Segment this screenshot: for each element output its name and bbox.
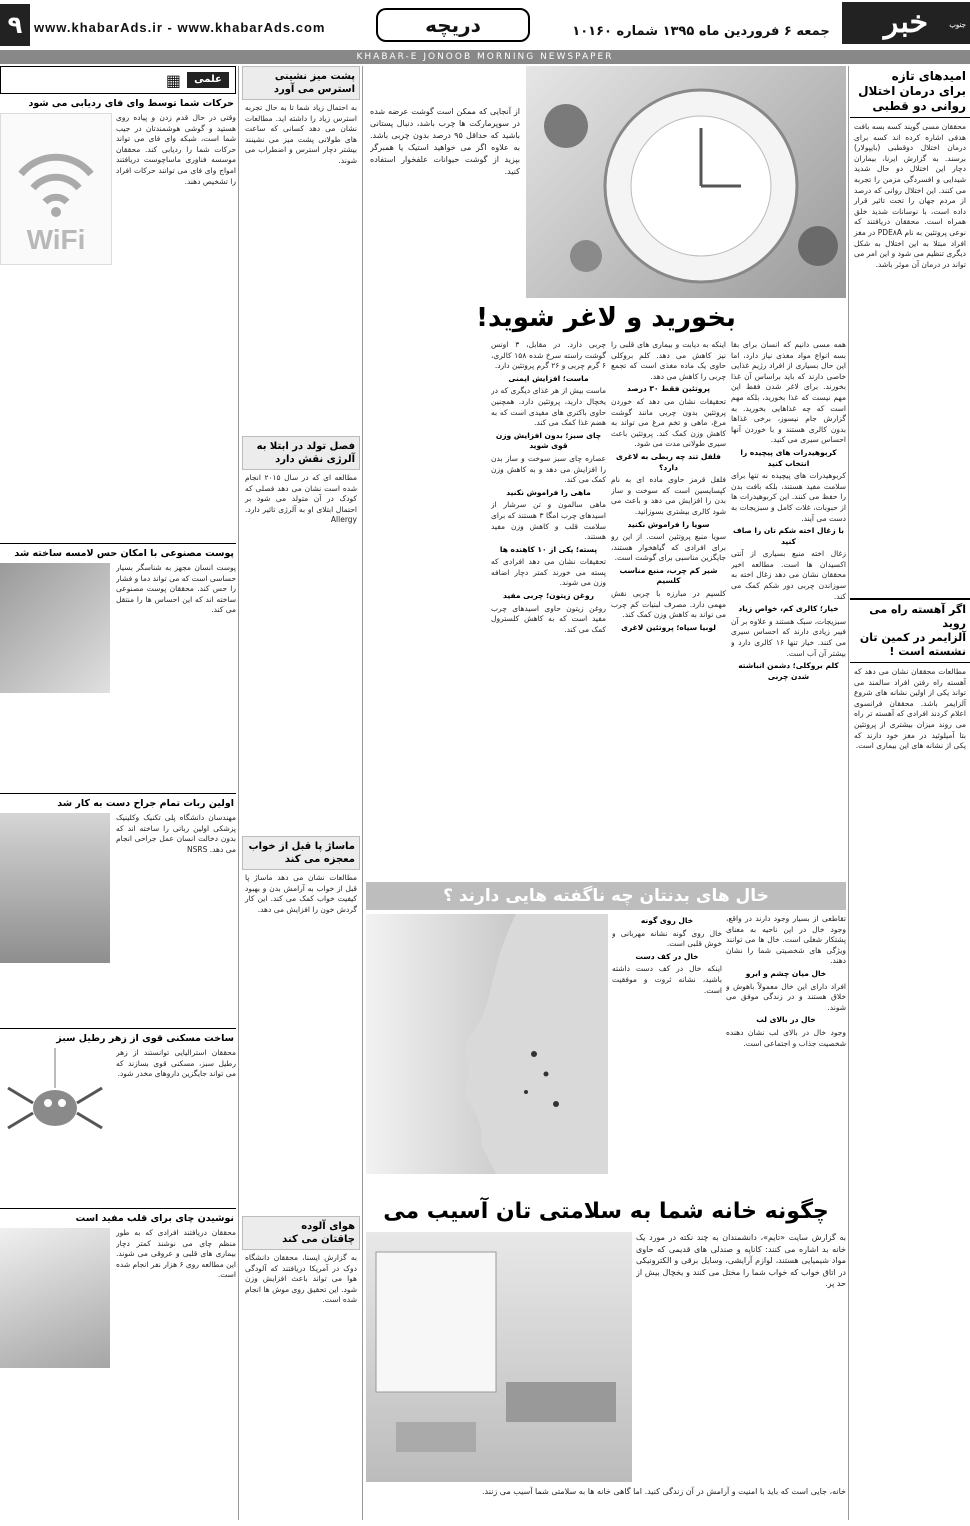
moles-sub-3: خال روی گونه: [640, 916, 694, 925]
main-col1-c: زغال اخته منبع بسیاری از آنتی اکسیدان ها است. مطالعه اخیر محققان نشان می دهد زغال اخته به سوزاندن چربی دور شکم کمک می کند.: [731, 549, 846, 601]
article-3-body: [116, 813, 236, 1023]
main-col3-sub2: چای سبز؛ بدون افزایش وزن قوی شوید: [495, 430, 602, 451]
moles-sub-2: خال در بالای لب: [756, 1015, 816, 1025]
main-col1-sub1: کربوهیدرات های پیچیده را انتخاب کنید: [740, 447, 837, 468]
right-body-text: محققان مسی گویند کسه بسه بافت هدفی اشاره کرده اند کسه برای درمان اختلال دوقطبی (بایپولار) برسند. به گزارش ایرنا، بیماران دچار این اختلال دو حال شدید شیدایی و افسردگی مزمن را تجربه می کنند. این اختلال روانی که درصد از مردم جهان را تحت تاثیر قرار داده است، با نوسانات شدید خلق همراه است. محققان دریافتند که نوعی پروتئین به نام PDE۸A در مغز افراد مبتلا به این اختلال به شکل دیگری تنظیم می شود و این امر می تواند در درمان آن موثر باشد.: [854, 122, 966, 269]
article-1-body-text: وقتی در حال قدم زدن و پیاده روی هستید و گوشی هوشمندتان در جیب شما است، شبکه وای فای می تواند حرکات شما را ردیابی کند. محققان موسسه فناوری ماساچوست دریافتند امواج وای فای می توانند حرکات افراد را تشخیص دهند.: [116, 113, 236, 186]
main-col1-d: سبزیجات، سبک هستند و علاوه بر آن فیبر زیادی دارند که احساس سیری می کنند. خیار تنها ۱۶ کالری دارد و بیشتر آن آب است.: [731, 616, 846, 658]
spider-icon: [0, 1048, 110, 1158]
artificial-skin-photo: [0, 563, 110, 693]
middle-title-box-3: [242, 836, 360, 870]
right-ad-box: [850, 598, 970, 1511]
article-5-body-text: محققان دریافتند افرادی که به طور منظم چای می نوشند کمتر دچار بیماری های قلبی و عروقی می شوند. این مطالعه روی ۶ هزار نفر انجام شده است.: [116, 1228, 236, 1280]
house-article-title: چگونه خانه شما به سلامتی تان آسیب می: [383, 1199, 829, 1224]
article-3-body-text: مهندسان دانشگاه پلی تکنیک وکلینیک پزشکی اولین رباتی را ساخته اند که بدون دخالت انسان عمل جراحی انجام می دهد. NSRS: [116, 813, 236, 854]
article-2-body-text: پوست انسان مجهز به شناسگر بسیار حساسی است که می تواند دما و فشار را حس کند. محققان پوست مصنوعی ساخته اند که این احساس ها را منتقل می کند.: [116, 563, 236, 615]
main-col3-sub5: روغن زیتون؛ چربی مفید: [503, 591, 594, 601]
ad-title-1: اگر آهسته راه می روید: [869, 603, 966, 630]
surgical-robot-photo: [0, 813, 110, 963]
ad-body: [850, 663, 970, 1511]
face-photo: [366, 914, 608, 1174]
website-url[interactable]: www.khabarAds.ir - www.khabarAds.com: [34, 20, 326, 35]
main-intro-text: از آنجایی که ممکن است گوشت عرضه شده در سوپرمارکت ها چرب باشد، دنبال پستانی باشید که حداقل ۹۵ درصد بدون چربی باشد. به علاوه اگر می خواهید استیک یا همبرگر بپزید از گوشت حیوانات علفخوار استفاده کنید.: [370, 107, 520, 176]
clock-plate-photo: [526, 66, 846, 298]
middle-body-4: [242, 1250, 360, 1526]
middle-body-3: [242, 870, 360, 1216]
science-section-header: [0, 66, 236, 94]
article-2-body: [116, 563, 236, 788]
article-3-block: [0, 813, 236, 1028]
main-article-title: بخورید و لاغر شوید!: [476, 303, 736, 333]
main-col2-b: تحقیقات نشان می دهد که خوردن پروتئین بدون چربی مانند گوشت مرغ، ماهی و تخم مرغ می تواند به کاهش وزن کمک کند. پروتئین باعث سیری طولانی مدت می شود.: [611, 396, 726, 449]
main-intro: [370, 106, 520, 226]
main-col2-e: کلسیم در مبارزه با چربی نقش مهمی دارد. مصرف لبنیات کم چرب می تواند به کاهش وزن کمک کند.: [611, 589, 726, 620]
tea-pouring-photo: [0, 1228, 110, 1368]
article-2-block: [0, 563, 236, 793]
main-col3-f: روغن زیتون حاوی اسیدهای چرب مفید است که به کاهش کلسترول کمک می کند.: [491, 603, 606, 634]
left-column: [0, 66, 236, 1520]
main-col-4: [366, 340, 486, 880]
clock-plate-icon: [526, 66, 846, 298]
house-caption-text: خانه، جایی است که باید با امنیت و آرامش در آن زندگی کنید. اما گاهی خانه ها به سلامتی شما آسیب می زنند.: [481, 1487, 846, 1496]
column-divider: [848, 66, 849, 1520]
moles-body-4: خال روی گونه نشانه مهربانی و خوش قلبی است.: [612, 928, 722, 949]
article-4-body: [116, 1048, 236, 1203]
middle-title-box-2: [242, 436, 360, 470]
main-col2-d: سویا منبع پروتئین است. از این رو برای افرادی که گیاهخوار هستند، جایگزین مناسبی برای گوشت است.: [611, 532, 726, 563]
right-title-3: روانی دو قطبی: [850, 99, 970, 118]
main-col3-c: عصاره چای سبز سوخت و ساز بدن را افزایش می دهد و به کاهش وزن کمک می کند.: [491, 453, 606, 485]
spider-illustration: [0, 1048, 110, 1158]
main-col3-text: چربی دارد. در مقابل، ۳ اونس گوشت راسته سرخ شده ۱۵۸ کالری، ۶ گرم چربی و ۲۶ گرم پروتئین دارد.: [491, 340, 606, 371]
middle-title-3: فصل تولد در ابتلا به: [256, 441, 355, 452]
article-5-title: نوشیدن چای برای قلب مفید است: [0, 1208, 236, 1228]
moles-col-1: [726, 914, 846, 1194]
article-5-body: [116, 1228, 236, 1373]
middle-body-1-text: به احتمال زیاد شما تا به حال تجربه استرس زیاد را داشته اید. مطالعات نشان می دهد کسانی که ساعت های طولانی پشت میز می نشینند بیشتر دچار استرس و اضطراب می شوند.: [245, 103, 357, 165]
main-col1-sub2: با زغال اخته شکم تان را صاف کنید: [733, 526, 844, 546]
main-col-2: [611, 340, 726, 880]
right-column: [850, 66, 970, 1520]
main-col-1: [731, 340, 846, 880]
middle-title-1: پشت میز نشینی: [274, 71, 355, 82]
column-divider: [362, 66, 363, 1520]
moles-body-3: وجود خال در بالای لب نشان دهنده شخصیت جذاب و اجتماعی است.: [726, 1027, 846, 1048]
main-col-3: [491, 340, 606, 880]
article-1-title: حرکات شما توسط وای فای ردیابی می شود: [28, 98, 234, 109]
ad-body-text: مطالعات محققان نشان می دهد که آهسته راه رفتن افراد سالمند می تواند یکی از اولین نشانه های شروع آلزایمر باشد. محققان فرانسوی اعلام کردند افرادی که آهسته تر راه می روند میزان بیشتری از پروتئین بتا آمیلوئید در مغز خود دارند که یکی از نشانه های این بیماری است.: [854, 667, 966, 751]
middle-title-box-1: [242, 66, 360, 100]
article-2-title: پوست مصنوعی با امکان حس لامسه ساخته شد: [0, 543, 236, 563]
article-3-title: اولین ربات تمام جراح دست به کار شد: [0, 793, 236, 813]
right-title-1: امیدهای تازه: [891, 69, 966, 83]
column-divider: [238, 66, 239, 1520]
main-col2-sub2: فلفل تند چه ربطی به لاغری دارد؟: [616, 451, 721, 472]
main-col2-c: فلفل قرمز حاوی ماده ای به نام کپسایسین است که سوخت و ساز بدن را افزایش می دهد و باعث می شود کالری بیشتری بسوزانید.: [611, 475, 726, 516]
main-col2-sub4: شیر کم چرب، منبع مناسب کلسیم: [619, 565, 718, 586]
main-col3-sub3: ماهی را فراموش نکنید: [506, 487, 591, 497]
main-col2-sub5: لوبیا سیاه؛ پروتئین لاغری: [621, 622, 716, 632]
house-body-text: به گزارش سایت «تایم»، دانشمندان به چند نکته در مورد یک خانه بد اشاره می کنند: کاناپه و صندلی های قدیمی که حاوی مواد شیمیایی هستند، لوازم آرایشی، وسایل برقی و الکترونیکی در اتاق خواب که خواب شما را مختل می کنند و یخچال بیش از حد پر.: [636, 1233, 846, 1288]
main-col3-d: ماهی سالمون و تن سرشار از اسیدهای چرب امگا ۳ هستند که برای سلامت قلب و کاهش وزن مفید هستند.: [491, 500, 606, 542]
article-1-body-cont: [0, 273, 236, 543]
moles-title-banner: خال های بدنتان چه ناگفته هایی دارند ؟: [366, 882, 846, 910]
middle-body-3-text: مطالعات نشان می دهد ماساژ پا قبل از خواب به آرامش بدن و بهبود کیفیت خواب کمک می کند. این کار گردش خون را افزایش می دهد.: [245, 873, 357, 914]
moles-sub-4: خال در کف دست: [635, 951, 699, 961]
middle-title-2: استرس می آورد: [273, 84, 355, 95]
page-number: ۹: [0, 4, 30, 46]
middle-body-4-text: به گزارش ایسنا، محققان دانشگاه دوک در آمریکا دریافتند که آلودگی هوا می تواند باعث افزایش وزن شود. این تحقیق روی موش ها انجام شده است.: [245, 1253, 357, 1305]
main-col3-e: تحقیقات نشان می دهد افرادی که پسته می خورند کمتر دچار اضافه وزن می شوند.: [491, 557, 606, 588]
section-title: دریچه: [376, 8, 530, 42]
middle-body-1: [242, 100, 360, 436]
living-room-photo: [366, 1232, 632, 1482]
article-1-body: [116, 113, 236, 271]
middle-column: [242, 66, 360, 1520]
moles-col-2: [612, 914, 722, 1194]
newspaper-logo: [842, 2, 970, 44]
middle-title-6: معجزه می کند: [284, 854, 355, 865]
middle-title-8: چاقتان می کند: [282, 1234, 355, 1245]
main-col1-sub4: کلم بروکلی؛ دشمن انباشته شدن چربی: [738, 661, 839, 681]
middle-title-7: هوای آلوده: [301, 1221, 355, 1232]
subtitle-stripe: KHABAR-E JONOOB MORNING NEWSPAPER: [0, 50, 970, 64]
middle-title-5: ماساژ پا قبل از خواب: [248, 841, 355, 852]
wifi-wordmark: WiFi: [26, 224, 86, 255]
house-caption: [366, 1486, 846, 1516]
right-body: [850, 118, 970, 606]
main-col1-b: کربوهیدرات های پیچیده نه تنها برای سلامت مفید هستند، بلکه بافت بدن را حفظ می کنند. این کربوهیدرات ها از حبوبات، غلات کامل و سبزیجات به دست می آیند.: [731, 471, 846, 523]
article-4-block: [0, 1048, 236, 1208]
ad-title-2: آلزایمر در کمین تان: [859, 631, 966, 644]
grid-icon: ▦: [165, 71, 181, 90]
article-4-title: ساخت مسکنی قوی از زهر رطیل سبز: [0, 1028, 236, 1048]
main-col2-text: اینکه به دیابت و بیماری های قلبی را نیز کاهش می دهد. کلم بروکلی حاوی یک ماده مغذی است که تجمع چربی را کاهش می دهد.: [611, 340, 726, 381]
moles-body-5: اینکه خال در کف دست داشته باشید، نشانه ثروت و موفقیت است.: [612, 964, 722, 995]
main-col2-sub1: پروتئین فقط ۳۰ درصد: [627, 384, 710, 394]
masthead: [0, 0, 970, 52]
moles-sub-1: خال میان چشم و ابرو: [745, 968, 827, 978]
face-profile-icon: [366, 914, 608, 1174]
middle-title-4: آلرژی نقش دارد: [275, 454, 355, 465]
main-col1-text: همه مسی دانیم که انسان برای بقا بسه انواع مواد مغذی نیاز دارد، اما این حال بسیاری از افراد رژیم غذایی خاصی دارند که باید براساس آن غذا بخورند. برای لاغر شدن فقط این مهم نیست که غذا بخورید، بلکه مهم است که چه غذاهایی بخورید. به گزارش جام نیسوز، برخی غذاها بدون کالری هستند و با خوردن آنها احساس سیری می کنید.: [731, 340, 846, 445]
article-1-block: [0, 113, 236, 273]
main-col3-b: ماست بیش از هر غذای دیگری که در یخچال دارید، پروتئین دارد. همچنین حاوی باکتری های مفیدی است که به هضم غذا کمک می کند.: [491, 386, 606, 428]
main-col2-sub3: سویا را فراموش نکنید: [627, 519, 710, 529]
middle-body-2-text: مطالعه ای که در سال ۲۰۱۵ انجام شده است نشان می دهد فصلی که کودک در آن متولد می شود بر احتمال ابتلای او به آلرژی تاثیر دارد. Allergy: [245, 473, 358, 525]
logo-text: خبر: [883, 5, 929, 40]
issue-date: جمعه ۶ فروردین ماه ۱۳۹۵ شماره ۱۰۱۶۰: [572, 24, 830, 39]
main-col3-sub4: پسته؛ یکی از ۱۰ کاهنده ها: [499, 544, 598, 554]
article-5-block: [0, 1228, 236, 1378]
article-4-body-text: محققان استرالیایی توانستند از زهر رطیل سبز، مسکنی قوی بسازند که می تواند جایگزین داروهای مخدر شود.: [116, 1048, 236, 1079]
living-room-icon: [366, 1232, 632, 1482]
moles-body-2: افراد دارای این خال معمولاً باهوش و خلاق هستند و در زندگی موفق می شوند.: [726, 981, 846, 1012]
logo-sub: جنوب: [949, 20, 966, 29]
middle-body-2: [242, 470, 360, 836]
main-col1-sub3: خیار؛ کالری کم، خواص زیاد: [738, 604, 839, 614]
middle-title-box-4: [242, 1216, 360, 1250]
wifi-illustration: [0, 113, 112, 265]
right-title-2: برای درمان اختلال: [858, 84, 966, 98]
ad-title-3: نشسته است !: [850, 645, 970, 663]
house-body: [636, 1232, 846, 1482]
science-label: علمی: [187, 72, 229, 88]
moles-body-1: تقاطعی از بسیار وجود دارند در واقع، وجود خال در این ناحیه به معنای پشتکار شغلی است. خال ها می توانند ویژگی های شخصیتی شما را نشان دهند.: [726, 914, 846, 966]
main-col3-sub1: ماست؛ افزایش ایمنی: [508, 373, 589, 383]
